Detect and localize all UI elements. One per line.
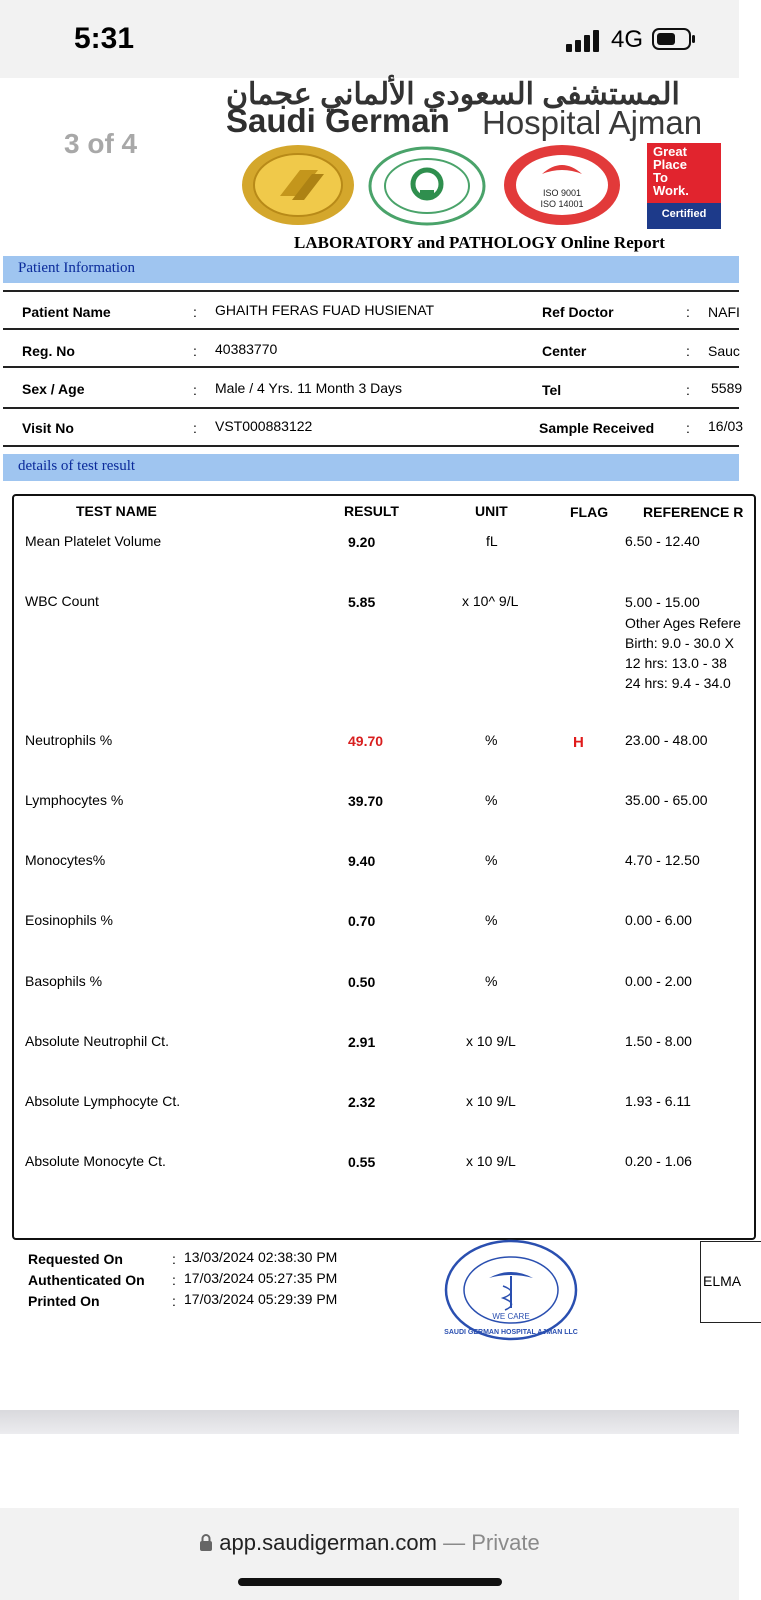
center-value: Sauc <box>708 343 740 359</box>
requested-on-label: Requested On <box>28 1251 123 1267</box>
home-indicator[interactable] <box>238 1578 502 1586</box>
test-unit: % <box>485 732 498 748</box>
test-reference: 1.50 - 8.00 <box>625 1033 692 1049</box>
test-name: Neutrophils % <box>25 732 113 748</box>
reg-no-value: 40383770 <box>215 341 278 357</box>
patient-info-heading: Patient Information <box>18 260 136 276</box>
header-flag: FLAG <box>570 504 609 520</box>
patient-name-value: GHAITH FERAS FUAD HUSIENAT <box>215 302 435 318</box>
reg-no-label: Reg. No <box>22 343 75 359</box>
iso-line-2: ISO 14001 <box>540 199 584 209</box>
gptw-line-4: Work. <box>653 183 689 198</box>
signal-icon <box>566 30 604 52</box>
test-unit: x 10 9/L <box>466 1093 516 1109</box>
header-reference: REFERENCE R <box>643 504 744 520</box>
gptw-line-1: Great <box>653 144 687 159</box>
test-reference-note: Other Ages Refere <box>625 615 741 631</box>
battery-icon <box>652 27 696 51</box>
colon: : <box>686 382 690 398</box>
divider <box>3 366 739 368</box>
colon: : <box>686 304 690 320</box>
requested-on-value: 13/03/2024 02:38:30 PM <box>184 1249 338 1265</box>
printed-on-label: Printed On <box>28 1293 100 1309</box>
authenticated-on-label: Authenticated On <box>28 1272 145 1288</box>
details-heading: details of test result <box>18 458 136 474</box>
test-name: Monocytes% <box>25 852 106 868</box>
ref-doctor-label: Ref Doctor <box>542 304 614 320</box>
iso-line-1: ISO 9001 <box>542 188 582 198</box>
colon: : <box>193 343 197 359</box>
details-bar <box>3 454 739 481</box>
test-unit: % <box>485 973 498 989</box>
test-name: Mean Platelet Volume <box>25 533 162 549</box>
tel-label: Tel <box>542 382 562 398</box>
flag-high: H <box>573 734 584 751</box>
test-reference: 0.20 - 1.06 <box>625 1153 692 1169</box>
green-clean-seal-icon <box>368 146 486 226</box>
page-separator <box>0 1410 739 1434</box>
test-result: 49.70 <box>348 733 384 749</box>
test-unit: x 10 9/L <box>466 1033 516 1049</box>
colon: : <box>172 1272 176 1288</box>
test-reference: 5.00 - 15.00 <box>625 594 700 610</box>
visit-no-value: VST000883122 <box>215 418 313 434</box>
test-result: 9.20 <box>348 534 376 550</box>
gptw-line-2: Place <box>653 157 687 172</box>
sex-age-label: Sex / Age <box>22 381 85 397</box>
test-result: 39.70 <box>348 793 384 809</box>
sample-received-value: 16/03 <box>708 418 744 434</box>
colon: : <box>193 304 197 320</box>
test-reference: 0.00 - 6.00 <box>625 912 692 928</box>
test-name: Basophils % <box>25 973 103 989</box>
test-reference-note: Birth: 9.0 - 30.0 X <box>625 635 734 651</box>
iso-seal-icon <box>502 144 622 226</box>
sample-received-label: Sample Received <box>539 420 655 436</box>
url-domain: app.saudigerman.com <box>219 1530 437 1555</box>
visit-no-label: Visit No <box>22 420 74 436</box>
header-unit: UNIT <box>475 503 508 519</box>
test-name: WBC Count <box>25 593 99 609</box>
tel-value: 5589 <box>711 380 743 396</box>
test-result: 9.40 <box>348 853 376 869</box>
test-unit: % <box>485 792 498 808</box>
test-reference-note: 12 hrs: 13.0 - 38 <box>625 655 727 671</box>
test-result: 0.55 <box>348 1154 376 1170</box>
test-reference: 4.70 - 12.50 <box>625 852 700 868</box>
test-reference: 35.00 - 65.00 <box>625 792 708 808</box>
gptw-certified: Certified <box>647 203 721 229</box>
test-name: Absolute Monocyte Ct. <box>25 1153 166 1169</box>
divider <box>3 445 739 447</box>
stamp-text: SAUDI GERMAN HOSPITAL AJMAN LLC <box>444 1329 578 1336</box>
colon: : <box>193 382 197 398</box>
test-name: Lymphocytes % <box>25 792 124 808</box>
address-bar[interactable] <box>0 1530 739 1556</box>
divider <box>3 290 739 292</box>
header-result: RESULT <box>344 503 399 519</box>
hospital-name-light: Hospital Ajman <box>482 104 703 141</box>
page-counter: 3 of 4 <box>64 128 138 159</box>
test-reference: 1.93 - 6.11 <box>625 1093 691 1109</box>
colon: : <box>686 343 690 359</box>
network-type: 4G <box>611 26 644 53</box>
authenticated-on-value: 17/03/2024 05:27:35 PM <box>184 1270 338 1286</box>
test-result: 0.70 <box>348 913 376 929</box>
printed-on-value: 17/03/2024 05:29:39 PM <box>184 1291 338 1307</box>
test-unit: x 10^ 9/L <box>462 593 519 609</box>
lock-icon <box>199 1534 213 1552</box>
hospital-name-arabic: المستشفى السعودي الألماني عجمان <box>226 78 680 111</box>
stamp-we-care: WE CARE <box>492 1312 530 1321</box>
test-result: 2.32 <box>348 1094 376 1110</box>
test-reference: 6.50 - 12.40 <box>625 533 700 549</box>
jci-seal-icon <box>240 144 356 226</box>
test-result: 2.91 <box>348 1034 376 1050</box>
colon: : <box>686 420 690 436</box>
divider <box>3 407 739 409</box>
ref-doctor-value: NAFI <box>708 304 740 320</box>
test-result: 5.85 <box>348 594 376 610</box>
sex-age-value: Male / 4 Yrs. 11 Month 3 Days <box>215 380 403 396</box>
test-reference: 0.00 - 2.00 <box>625 973 692 989</box>
patient-name-label: Patient Name <box>22 304 111 320</box>
patient-info-bar <box>3 256 739 283</box>
test-reference: 23.00 - 48.00 <box>625 732 708 748</box>
test-unit: x 10 9/L <box>466 1153 516 1169</box>
test-unit: % <box>485 912 498 928</box>
hospital-stamp <box>443 1238 579 1342</box>
test-name: Absolute Neutrophil Ct. <box>25 1033 169 1049</box>
colon: : <box>172 1293 176 1309</box>
test-unit: fL <box>486 533 498 549</box>
colon: : <box>193 420 197 436</box>
test-name: Eosinophils % <box>25 912 113 928</box>
private-mode-label: Private <box>471 1530 540 1555</box>
gptw-line-3: To <box>653 170 668 185</box>
report-title: LABORATORY and PATHOLOGY Online Report <box>294 233 665 252</box>
test-unit: % <box>485 852 498 868</box>
test-result: 0.50 <box>348 974 376 990</box>
status-time: 5:31 <box>74 22 135 55</box>
header-test-name: TEST NAME <box>76 503 157 519</box>
signature-partial: ELMA <box>703 1273 742 1289</box>
test-reference-note: 24 hrs: 9.4 - 34.0 <box>625 675 731 691</box>
test-name: Absolute Lymphocyte Ct. <box>25 1093 181 1109</box>
url-separator: — <box>436 1530 472 1555</box>
gptw-badge <box>647 143 721 229</box>
center-label: Center <box>542 343 587 359</box>
hospital-name-bold: Saudi German <box>226 102 450 139</box>
colon: : <box>172 1251 176 1267</box>
divider <box>3 328 739 330</box>
